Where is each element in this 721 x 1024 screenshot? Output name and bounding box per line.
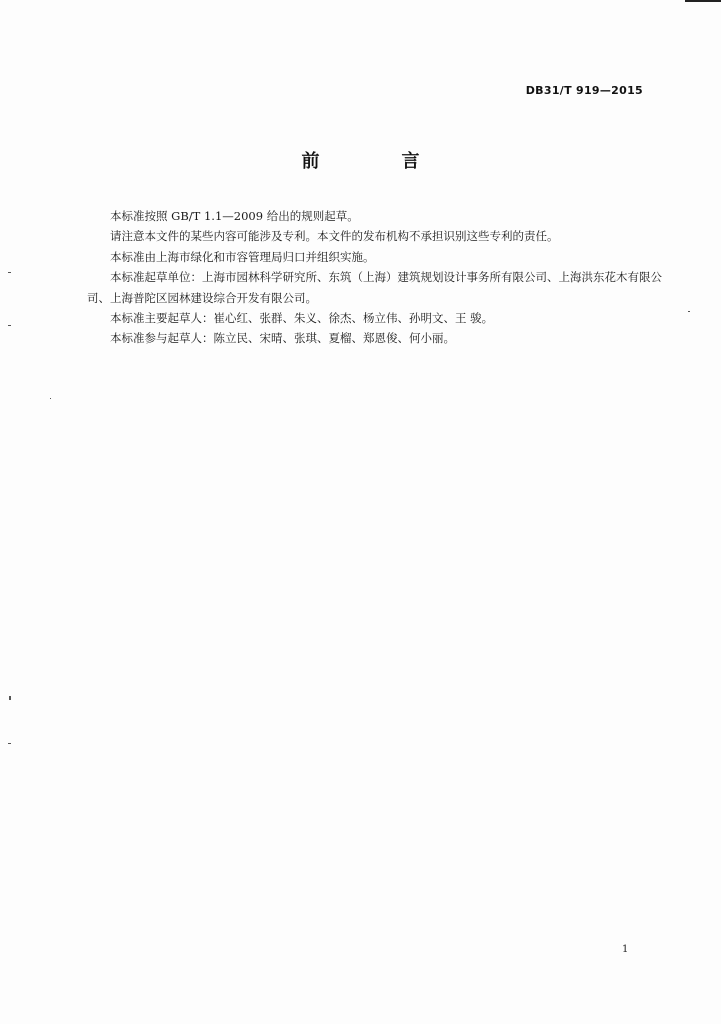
paragraph-participating-drafters: 本标准参与起草人：陈立民、宋晴、张琪、夏榴、郑恩俊、何小丽。 — [110, 331, 455, 346]
top-edge-rule — [685, 0, 721, 2]
paragraph-administration: 本标准由上海市绿化和市容管理局归口并组织实施。 — [110, 249, 375, 264]
standard-code: DB31/T 919—2015 — [525, 84, 643, 97]
scan-mark — [688, 311, 690, 312]
paragraph-drafting-rules: 本标准按照 GB/T 1.1—2009 给出的规则起草。 — [110, 209, 359, 223]
page-number: 1 — [622, 944, 629, 955]
paragraph-drafting-units: 本标准起草单位：上海市园林科学研究所、东筑（上海）建筑规划设计事务所有限公司、上海洪东花木有限公司、上海普陀区园林建设综合开发有限公司。 — [87, 270, 662, 305]
paragraph-patent-notice: 请注意本文件的某些内容可能涉及专利。本文件的发布机构不承担识别这些专利的责任。 — [110, 229, 559, 244]
paragraph-main-drafters: 本标准主要起草人：崔心红、张群、朱义、徐杰、杨立伟、孙明文、王 骏。 — [110, 311, 494, 326]
scan-mark — [8, 272, 11, 273]
page-title: 前 言 — [301, 151, 452, 172]
foreword-body — [87, 206, 662, 349]
scan-mark — [8, 325, 11, 326]
scan-mark — [50, 398, 51, 399]
scan-mark — [9, 696, 11, 700]
scan-mark — [8, 743, 11, 744]
